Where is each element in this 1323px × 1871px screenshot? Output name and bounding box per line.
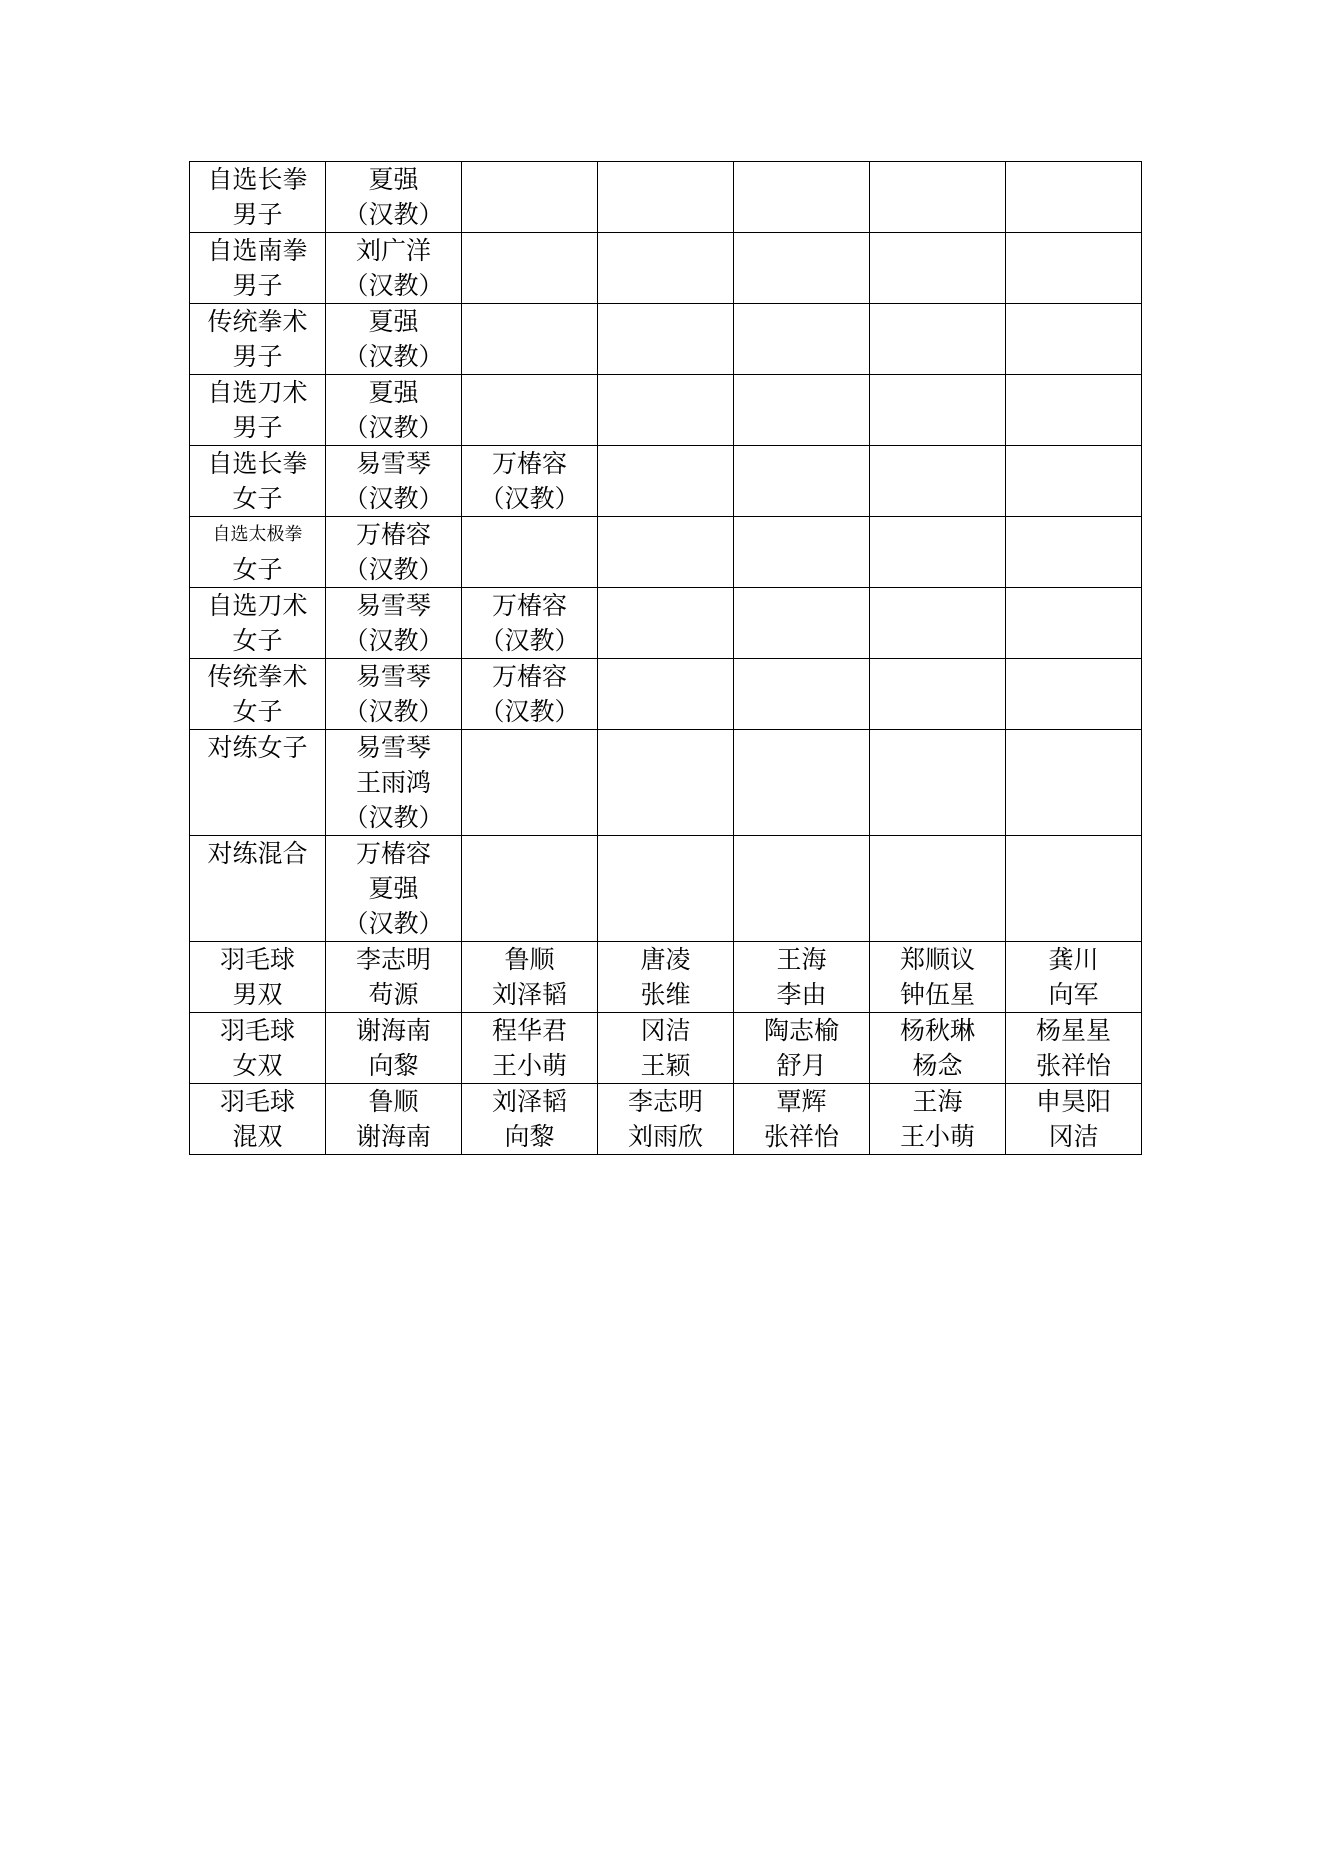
table-row bbox=[190, 730, 1142, 836]
event-cell bbox=[190, 517, 326, 588]
entry-line: 申昊阳 bbox=[1035, 1087, 1111, 1116]
entry-cell bbox=[1006, 446, 1142, 517]
entry-line: （汉教） bbox=[479, 626, 580, 655]
entry-line: 万椿容 bbox=[491, 449, 567, 478]
event-line: 传统拳术 bbox=[207, 662, 308, 691]
entry-line: 向军 bbox=[1048, 980, 1099, 1009]
table-row bbox=[190, 1013, 1142, 1084]
entry-cell bbox=[870, 375, 1006, 446]
entry-cell bbox=[326, 304, 462, 375]
entry-cell bbox=[326, 446, 462, 517]
table-row bbox=[190, 517, 1142, 588]
entry-line: 王雨鸿 bbox=[355, 768, 431, 797]
event-line: 男子 bbox=[232, 342, 283, 371]
entry-line: 李志明 bbox=[355, 945, 431, 974]
table-row bbox=[190, 233, 1142, 304]
entry-cell bbox=[1006, 1084, 1142, 1155]
entry-line: 刘泽韬 bbox=[491, 980, 567, 1009]
entry-cell bbox=[598, 1084, 734, 1155]
entry-line: 王小萌 bbox=[899, 1122, 975, 1151]
entry-line: 万椿容 bbox=[491, 591, 567, 620]
entry-line: 舒月 bbox=[776, 1051, 827, 1080]
entry-cell bbox=[734, 304, 870, 375]
entry-line: 易雪琴 bbox=[355, 591, 431, 620]
entry-line: （汉教） bbox=[343, 909, 444, 938]
entry-cell bbox=[462, 588, 598, 659]
entry-cell bbox=[462, 304, 598, 375]
entry-cell bbox=[326, 659, 462, 730]
entry-cell bbox=[598, 942, 734, 1013]
entry-line: 张祥怡 bbox=[1035, 1051, 1111, 1080]
entry-line: 王小萌 bbox=[491, 1051, 567, 1080]
event-cell bbox=[190, 730, 326, 836]
event-line: 混双 bbox=[232, 1122, 283, 1151]
entry-line: 钟伍星 bbox=[899, 980, 975, 1009]
entry-cell bbox=[598, 730, 734, 836]
event-cell bbox=[190, 659, 326, 730]
event-line: 自选太极拳 bbox=[212, 524, 303, 545]
entry-cell bbox=[1006, 659, 1142, 730]
entry-line: 向黎 bbox=[504, 1122, 555, 1151]
entry-cell bbox=[462, 659, 598, 730]
entry-cell bbox=[462, 162, 598, 233]
event-line: 男子 bbox=[232, 413, 283, 442]
entry-line: 刘雨欣 bbox=[627, 1122, 703, 1151]
entry-line: 鲁顺 bbox=[504, 945, 555, 974]
event-cell bbox=[190, 1084, 326, 1155]
entry-cell bbox=[870, 588, 1006, 659]
entry-cell bbox=[870, 517, 1006, 588]
entry-cell bbox=[598, 659, 734, 730]
event-line: 女双 bbox=[232, 1051, 283, 1080]
entry-line: 王海 bbox=[912, 1087, 963, 1116]
entry-cell bbox=[870, 162, 1006, 233]
event-cell bbox=[190, 942, 326, 1013]
table-row bbox=[190, 1084, 1142, 1155]
entry-line: （汉教） bbox=[343, 342, 444, 371]
entry-cell bbox=[870, 836, 1006, 942]
entry-cell bbox=[1006, 588, 1142, 659]
entry-cell bbox=[734, 1013, 870, 1084]
entry-line: 郑顺议 bbox=[899, 945, 975, 974]
entry-cell bbox=[734, 942, 870, 1013]
entry-line: （汉教） bbox=[343, 200, 444, 229]
entry-cell bbox=[326, 375, 462, 446]
entry-cell bbox=[462, 1084, 598, 1155]
entry-cell bbox=[734, 375, 870, 446]
entry-cell bbox=[462, 942, 598, 1013]
entry-cell bbox=[870, 730, 1006, 836]
entry-cell bbox=[1006, 836, 1142, 942]
entry-line: 冈洁 bbox=[640, 1016, 691, 1045]
event-cell bbox=[190, 375, 326, 446]
entry-cell bbox=[326, 162, 462, 233]
entry-cell bbox=[870, 659, 1006, 730]
entry-line: 王颖 bbox=[640, 1051, 691, 1080]
entry-cell bbox=[462, 375, 598, 446]
entry-line: 张维 bbox=[640, 980, 691, 1009]
entry-line: （汉教） bbox=[343, 626, 444, 655]
entry-line: （汉教） bbox=[343, 555, 444, 584]
table-row bbox=[190, 375, 1142, 446]
event-line: 女子 bbox=[232, 697, 283, 726]
entry-cell bbox=[462, 1013, 598, 1084]
entry-cell bbox=[734, 1084, 870, 1155]
entry-cell bbox=[1006, 304, 1142, 375]
entry-cell bbox=[734, 836, 870, 942]
table-row bbox=[190, 659, 1142, 730]
event-line: 对练混合 bbox=[207, 839, 308, 868]
entry-line: 易雪琴 bbox=[355, 449, 431, 478]
entry-line: （汉教） bbox=[343, 271, 444, 300]
entry-line: 杨念 bbox=[912, 1051, 963, 1080]
entry-cell bbox=[462, 517, 598, 588]
event-line: 羽毛球 bbox=[219, 1016, 295, 1045]
entry-cell bbox=[870, 942, 1006, 1013]
event-line: 男子 bbox=[232, 200, 283, 229]
entry-cell bbox=[1006, 1013, 1142, 1084]
event-cell bbox=[190, 233, 326, 304]
entry-cell bbox=[870, 446, 1006, 517]
entry-line: 程华君 bbox=[491, 1016, 567, 1045]
entry-line: 李由 bbox=[776, 980, 827, 1009]
entry-line: 向黎 bbox=[368, 1051, 419, 1080]
entry-cell bbox=[598, 375, 734, 446]
entry-cell bbox=[870, 1084, 1006, 1155]
entry-cell bbox=[870, 233, 1006, 304]
entry-line: 夏强 bbox=[368, 378, 419, 407]
entry-cell bbox=[734, 446, 870, 517]
entry-line: （汉教） bbox=[343, 697, 444, 726]
event-line: 羽毛球 bbox=[219, 1087, 295, 1116]
entry-line: 龚川 bbox=[1048, 945, 1099, 974]
entry-line: 夏强 bbox=[368, 307, 419, 336]
entry-cell bbox=[1006, 233, 1142, 304]
event-cell bbox=[190, 446, 326, 517]
entry-cell bbox=[734, 233, 870, 304]
event-line: 传统拳术 bbox=[207, 307, 308, 336]
entry-cell bbox=[1006, 162, 1142, 233]
entry-cell bbox=[598, 836, 734, 942]
entry-cell bbox=[462, 836, 598, 942]
entry-cell bbox=[598, 162, 734, 233]
event-line: 羽毛球 bbox=[219, 945, 295, 974]
event-cell bbox=[190, 162, 326, 233]
event-cell bbox=[190, 1013, 326, 1084]
entry-cell bbox=[1006, 375, 1142, 446]
entry-line: 万椿容 bbox=[491, 662, 567, 691]
event-cell bbox=[190, 588, 326, 659]
entry-line: 杨秋琳 bbox=[899, 1016, 975, 1045]
entry-line: 鲁顺 bbox=[368, 1087, 419, 1116]
entry-cell bbox=[870, 304, 1006, 375]
entry-line: （汉教） bbox=[343, 803, 444, 832]
entry-cell bbox=[734, 517, 870, 588]
entry-cell bbox=[326, 588, 462, 659]
entry-line: 夏强 bbox=[368, 165, 419, 194]
entry-line: 陶志榆 bbox=[763, 1016, 839, 1045]
event-line: 自选长拳 bbox=[207, 165, 308, 194]
entry-cell bbox=[734, 162, 870, 233]
event-line: 男双 bbox=[232, 980, 283, 1009]
entry-line: 刘广洋 bbox=[355, 236, 431, 265]
entry-line: 唐凌 bbox=[640, 945, 691, 974]
table-row bbox=[190, 446, 1142, 517]
entry-line: （汉教） bbox=[343, 484, 444, 513]
entry-line: （汉教） bbox=[479, 697, 580, 726]
event-line: 男子 bbox=[232, 271, 283, 300]
event-line: 自选长拳 bbox=[207, 449, 308, 478]
entry-cell bbox=[598, 517, 734, 588]
entry-cell bbox=[462, 446, 598, 517]
entry-cell bbox=[462, 233, 598, 304]
entry-line: 易雪琴 bbox=[355, 662, 431, 691]
table-row bbox=[190, 162, 1142, 233]
entry-cell bbox=[1006, 517, 1142, 588]
athlete-roster-table bbox=[189, 161, 1142, 1155]
entry-line: 万椿容 bbox=[355, 839, 431, 868]
entry-line: 冈洁 bbox=[1048, 1122, 1099, 1151]
entry-cell bbox=[734, 659, 870, 730]
entry-cell bbox=[598, 446, 734, 517]
entry-line: 万椿容 bbox=[355, 520, 431, 549]
entry-cell bbox=[1006, 730, 1142, 836]
entry-cell bbox=[598, 233, 734, 304]
entry-cell bbox=[326, 233, 462, 304]
table-row bbox=[190, 836, 1142, 942]
entry-cell bbox=[326, 1084, 462, 1155]
entry-cell bbox=[1006, 942, 1142, 1013]
event-line: 女子 bbox=[232, 555, 283, 584]
entry-line: 张祥怡 bbox=[763, 1122, 839, 1151]
entry-cell bbox=[326, 942, 462, 1013]
entry-cell bbox=[598, 588, 734, 659]
entry-cell bbox=[734, 730, 870, 836]
entry-cell bbox=[326, 730, 462, 836]
table-row bbox=[190, 304, 1142, 375]
entry-line: 王海 bbox=[776, 945, 827, 974]
event-line: 对练女子 bbox=[207, 733, 308, 762]
entry-line: 夏强 bbox=[368, 874, 419, 903]
entry-line: 谢海南 bbox=[355, 1122, 431, 1151]
entry-line: 苟源 bbox=[368, 980, 419, 1009]
event-line: 自选刀术 bbox=[207, 378, 308, 407]
entry-cell bbox=[462, 730, 598, 836]
event-line: 自选南拳 bbox=[207, 236, 308, 265]
entry-cell bbox=[326, 836, 462, 942]
event-line: 女子 bbox=[232, 626, 283, 655]
entry-cell bbox=[870, 1013, 1006, 1084]
entry-line: 李志明 bbox=[627, 1087, 703, 1116]
entry-cell bbox=[734, 588, 870, 659]
entry-cell bbox=[598, 1013, 734, 1084]
entry-cell bbox=[598, 304, 734, 375]
entry-cell bbox=[326, 517, 462, 588]
event-cell bbox=[190, 836, 326, 942]
table-row bbox=[190, 588, 1142, 659]
entry-line: 谢海南 bbox=[355, 1016, 431, 1045]
entry-line: 易雪琴 bbox=[355, 733, 431, 762]
entry-line: 杨星星 bbox=[1035, 1016, 1111, 1045]
table-row bbox=[190, 942, 1142, 1013]
entry-cell bbox=[326, 1013, 462, 1084]
event-line: 女子 bbox=[232, 484, 283, 513]
entry-line: 刘泽韬 bbox=[491, 1087, 567, 1116]
entry-line: （汉教） bbox=[479, 484, 580, 513]
event-cell bbox=[190, 304, 326, 375]
event-line: 自选刀术 bbox=[207, 591, 308, 620]
entry-line: （汉教） bbox=[343, 413, 444, 442]
entry-line: 覃辉 bbox=[776, 1087, 827, 1116]
